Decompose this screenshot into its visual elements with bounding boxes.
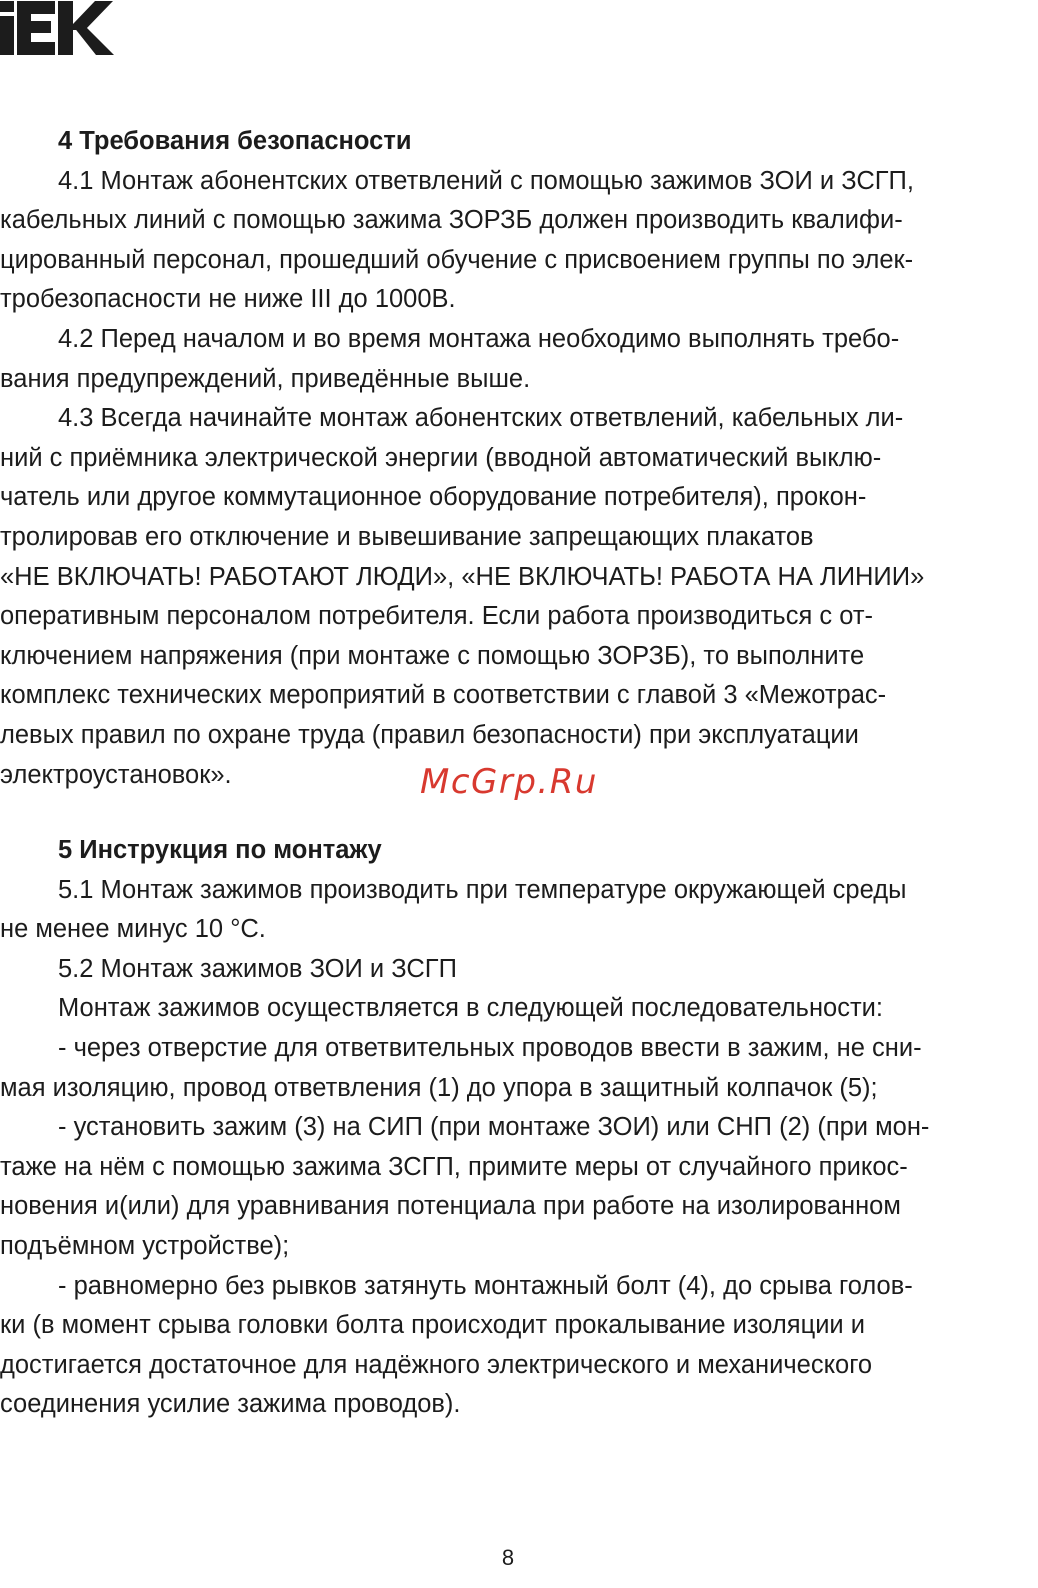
- text-line: оперативным персоналом потребителя. Если работа производиться с от-: [0, 602, 873, 631]
- text-line: подъёмном устройстве);: [0, 1232, 290, 1261]
- text-line: левых правил по охране труда (правил безопасности) при эксплуатации: [0, 720, 859, 749]
- iek-logo: [0, 0, 114, 56]
- text-line: 5.1 Монтаж зажимов производить при температуре окружающей среды: [58, 875, 907, 904]
- text-line: тролировав его отключение и вывешивание запрещающих плакатов: [0, 522, 814, 551]
- text-line: 4.3 Всегда начинайте монтаж абонентских ответвлений, кабельных ли-: [58, 404, 904, 433]
- text-line: таже на нём с помощью зажима ЗСГП, примите меры от случайного прикос-: [0, 1152, 908, 1181]
- text-line: не менее минус 10 °С.: [0, 915, 266, 944]
- text-line: электроустановок».: [0, 760, 232, 789]
- text-line: новения и(или) для уравнивания потенциала при работе на изолированном: [0, 1192, 901, 1221]
- text-line: 4.2 Перед началом и во время монтажа необходимо выполнять требо-: [58, 324, 900, 353]
- text-line: Монтаж зажимов осуществляется в следующей последовательности:: [58, 994, 883, 1023]
- text-line: тробезопасности не ниже III до 1000В.: [0, 285, 456, 314]
- text-line: соединения усилие зажима проводов).: [0, 1390, 461, 1419]
- text-line: - равномерно без рывков затянуть монтажный болт (4), до срыва голов-: [58, 1271, 913, 1300]
- text-line: 4.1 Монтаж абонентских ответвлений с помощью зажимов ЗОИ и ЗСГП,: [58, 166, 914, 195]
- section-4-heading: 4 Требования безопасности: [58, 127, 412, 155]
- text-line: - через отверстие для ответвительных проводов ввести в зажим, не сни-: [58, 1034, 922, 1063]
- text-line: кабельных линий с помощью зажима ЗОРЗБ должен производить квалифи-: [0, 206, 903, 235]
- section-5-heading: 5 Инструкция по монтажу: [58, 836, 382, 865]
- text-line: «НЕ ВКЛЮЧАТЬ! РАБОТАЮТ ЛЮДИ», «НЕ ВКЛЮЧАТЬ! РАБОТА НА ЛИНИИ»: [0, 562, 925, 591]
- watermark: McGrp.Ru: [420, 762, 598, 802]
- text-line: ки (в момент срыва головки болта происходит прокалывание изоляции и: [0, 1311, 866, 1340]
- text-line: ключением напряжения (при монтаже с помощью ЗОРЗБ), то выполните: [0, 641, 865, 670]
- text-line: 5.2 Монтаж зажимов ЗОИ и ЗСГП: [58, 954, 457, 983]
- page-number: 8: [501, 1545, 515, 1570]
- text-line: цированный персонал, прошедший обучение с присвоением группы по элек-: [0, 245, 914, 274]
- text-line: ний с приёмника электрической энергии (вводной автоматический выклю-: [0, 443, 882, 472]
- text-line: - установить зажим (3) на СИП (при монтаже ЗОИ) или СНП (2) (при мон-: [58, 1113, 930, 1142]
- text-line: достигается достаточное для надёжного электрического и механического: [0, 1350, 873, 1379]
- text-line: комплекс технических мероприятий в соответствии с главой 3 «Межотрас-: [0, 681, 887, 710]
- text-line: вания предупреждений, приведённые выше.: [0, 364, 531, 393]
- text-line: чатель или другое коммутационное оборудование потребителя), прокон-: [0, 483, 867, 512]
- text-line: мая изоляцию, провод ответвления (1) до упора в защитный колпачок (5);: [0, 1073, 878, 1102]
